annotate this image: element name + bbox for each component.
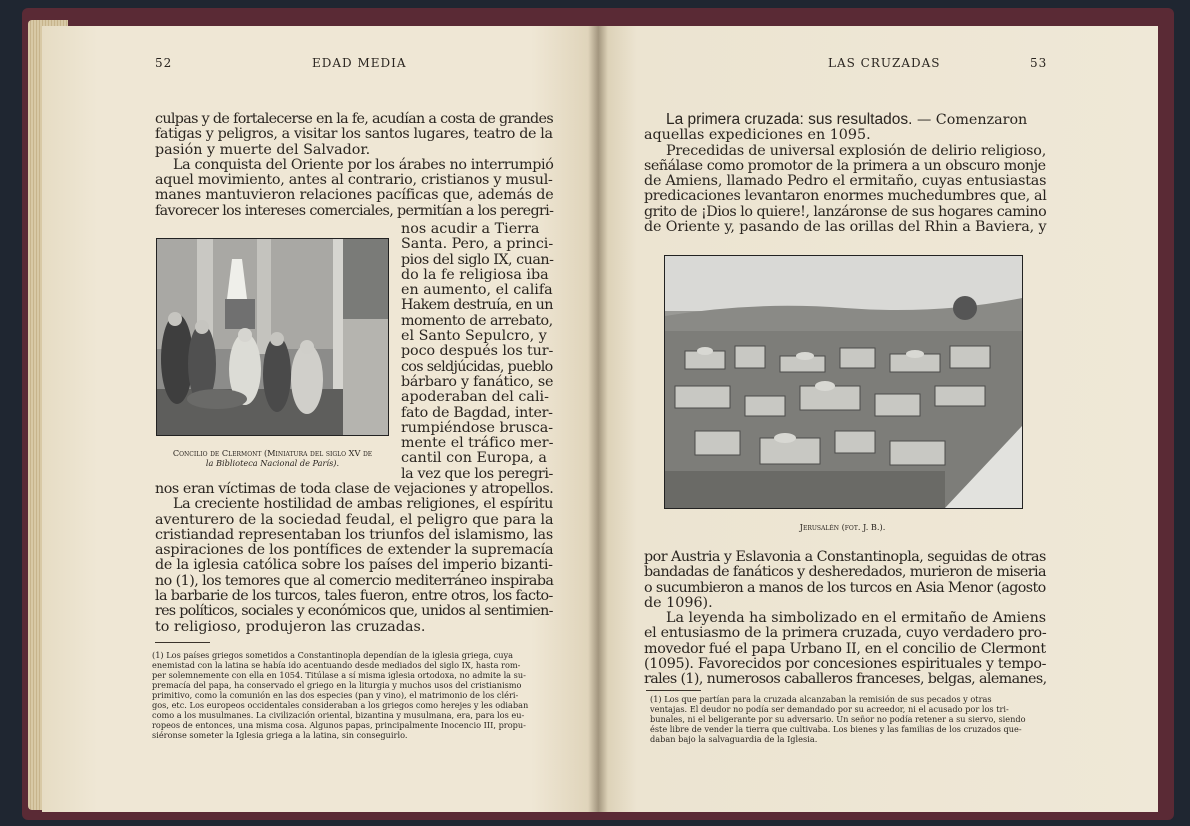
- text-line: fato de Bagdad, inter-: [401, 404, 553, 421]
- left-side-column: [401, 222, 553, 482]
- text-line: aspiraciones de los pontífices de extender la supremacía: [155, 542, 554, 559]
- text-line: de la iglesia católica sobre los países del imperio bizanti-: [155, 557, 553, 574]
- section-heading-rest: — Comenzaron: [912, 112, 1028, 128]
- council-illustration: [156, 238, 389, 436]
- text-line: poco después los tur-: [401, 343, 554, 360]
- right-bottom-paragraph: [644, 550, 1046, 688]
- text-line: rales (1), numerosos caballeros franceses, belgas, alemanes,: [644, 671, 1047, 688]
- footnote-line: enemistad con la latina se había ido acentuando desde mediados del siglo IX, hasta rom-: [152, 660, 521, 670]
- text-line: cos seldjúcidas, pueblo: [401, 358, 553, 375]
- text-line: por Austria y Eslavonia a Constantinopla, seguidas de otras: [644, 549, 1046, 565]
- footnote-line: (1) Los países griegos sometidos a Constantinopla dependían de la iglesia griega, cuya: [152, 650, 514, 660]
- caption-line: la Biblioteca Nacional de París).: [205, 458, 340, 468]
- section-heading: La primera cruzada: sus resultados.: [666, 111, 913, 128]
- footnote-line: (1) Los que partían para la cruzada alcanzaban la remisión de sus pecados y otras: [650, 694, 992, 704]
- footnote-line: como a los musulmanes. La civilización oriental, bizantina y musulmana, era, para los eu-: [152, 710, 525, 720]
- left-running-head: EDAD MEDIA: [312, 56, 407, 70]
- text-line: el Santo Sepulcro, y: [401, 328, 547, 345]
- right-footnote: [650, 694, 1026, 744]
- right-top-paragraph: [644, 112, 1046, 235]
- text-line: aquellas expediciones en 1095.: [644, 127, 871, 144]
- footnote-line: ropeos de entonces, una misma cosa. Algunos papas, principalmente Inocencio III, propu-: [152, 720, 526, 730]
- text-line: Santa. Pero, a princi-: [401, 236, 554, 253]
- text-line: La creciente hostilidad de ambas religiones, el espíritu: [173, 496, 553, 513]
- text-line: aquel movimiento, antes al contrario, cristianos y musul-: [155, 172, 553, 189]
- council-caption: [150, 448, 395, 468]
- text-line: La conquista del Oriente por los árabes no interrumpió: [173, 156, 554, 173]
- text-line: la vez que los peregri-: [401, 465, 553, 482]
- footnote-line: daban bajo la salvaguardia de la Iglesia.: [650, 734, 818, 744]
- council-miniature-image: [157, 239, 388, 435]
- footnote-line: premacía del papa, ha conservado el griego en la liturgia y muchos usos del cristianismo: [152, 680, 522, 690]
- text-line: pios del siglo IX, cuan-: [401, 251, 554, 268]
- caption-text: Jerusalén (fot. J. B.).: [799, 522, 886, 532]
- text-line: fatigas y peligros, a visitar los santos lugares, teatro de la: [155, 126, 553, 143]
- text-line: cristiandad representaban los triunfos del islamismo, las: [155, 526, 553, 543]
- text-line: de Amiens, llamado Pedro el ermitaño, cuyas entusiastas: [644, 173, 1047, 190]
- footnote-rule: [646, 690, 701, 691]
- text-line: o sucumbieron a manos de los turcos en Asia Menor (agosto: [644, 579, 1046, 596]
- book-gutter: [588, 26, 608, 812]
- left-footnote: [152, 650, 528, 740]
- right-running-head: LAS CRUZADAS: [828, 56, 941, 70]
- text-line: de 1096).: [644, 594, 713, 611]
- text-line: to religioso, produjeron las cruzadas.: [155, 618, 426, 635]
- text-line: manes mantuvieron relaciones pacíficas que, además de: [155, 187, 554, 204]
- right-page-number: 53: [1030, 56, 1048, 70]
- text-line: apoderaban del cali-: [401, 389, 549, 406]
- text-line: señálase como promotor de la primera a un obscuro monje: [644, 157, 1046, 174]
- text-line: el entusiasmo de la primera cruzada, cuyo verdadero pro-: [644, 625, 1047, 642]
- jerusalem-city-image: [665, 256, 1022, 508]
- text-line: bárbaro y fanático, se: [401, 373, 554, 390]
- text-line: res políticos, sociales y económicos que, unidos al sentimien-: [155, 603, 553, 620]
- text-line: la barbarie de los turcos, tales fueron, entre otros, los facto-: [155, 588, 553, 605]
- text-line: Precedidas de universal explosión de delirio religioso,: [666, 142, 1047, 159]
- text-line: grito de ¡Dios lo quiere!, lanzáronse de sus hogares camino: [644, 203, 1047, 220]
- footnote-line: bunales, ni el beligerante por su adversario. Un señor no podía retener a su siervo, siendo: [650, 714, 1026, 724]
- text-line: momento de arrebato,: [401, 312, 553, 329]
- text-line: movedor fué el papa Urbano II, en el concilio de Clermont: [644, 640, 1046, 657]
- text-line: nos acudir a Tierra: [401, 221, 540, 237]
- text-line: nos eran víctimas de toda clase de vejaciones y atropellos.: [155, 481, 554, 497]
- section-heading-line: [644, 112, 1046, 128]
- left-bottom-paragraph: [155, 482, 553, 635]
- jerusalem-photo: [664, 255, 1023, 509]
- text-line: (1095). Favorecidos por concesiones espirituales y tempo-: [644, 656, 1047, 673]
- footnote-rule: [155, 642, 210, 643]
- footnote-line: primitivo, como la comunión en las dos especies (pan y vino), el matrimonio de los cléri-: [152, 690, 519, 700]
- footnote-line: siéronse someter la Iglesia griega a la latina, sin conseguirlo.: [152, 730, 408, 740]
- footnote-line: ventajas. El deudor no podía ser demandado por su acreedor, ni el acusado por los tri-: [650, 704, 1009, 714]
- footnote-line: per solemnemente con ella en 1054. Titúlase a sí misma iglesia ortodoxa, no admite la su-: [152, 670, 526, 680]
- text-line: Hakem destruía, en un: [401, 297, 553, 314]
- text-line: La leyenda ha simbolizado en el ermitaño de Amiens: [666, 610, 1047, 627]
- text-line: bandadas de fanáticos y desheredados, murieron de miseria: [644, 564, 1046, 581]
- text-line: no (1), los temores que al comercio mediterráneo inspiraba: [155, 572, 554, 589]
- text-line: culpas y de fortalecerse en la fe, acudían a costa de grandes: [155, 111, 553, 127]
- text-line: do la fe religiosa iba: [401, 266, 549, 283]
- text-line: predicaciones levantaron enormes muchedumbres que, al: [644, 188, 1047, 205]
- text-line: de Oriente y, pasando de las orillas del Rhin a Baviera, y: [644, 219, 1047, 236]
- footnote-line: éste libre de vender la tierra que cultivaba. Los bienes y las familias de los cruzados que-: [650, 724, 1022, 734]
- left-page-number: 52: [155, 56, 173, 70]
- text-line: pasión y muerte del Salvador.: [155, 141, 371, 158]
- text-line: en aumento, el califa: [401, 282, 553, 299]
- text-line: aventurero de la sociedad feudal, el peligro que para la: [155, 511, 554, 528]
- text-line: rumpiéndose brusca-: [401, 419, 553, 436]
- text-line: favorecer los intereses comerciales, permitían a los peregri-: [155, 202, 554, 219]
- text-line: mente el tráfico mer-: [401, 435, 554, 452]
- jerusalem-caption: [664, 522, 1021, 532]
- text-line: cantil con Europa, a: [401, 450, 547, 467]
- left-top-paragraph: [155, 112, 553, 219]
- caption-line: Concilio de Clermont (Miniatura del siglo XV de: [172, 448, 373, 458]
- footnote-line: gos, etc. Los europeos occidentales consideraban a los griegos como herejes y les odiaban: [152, 700, 529, 710]
